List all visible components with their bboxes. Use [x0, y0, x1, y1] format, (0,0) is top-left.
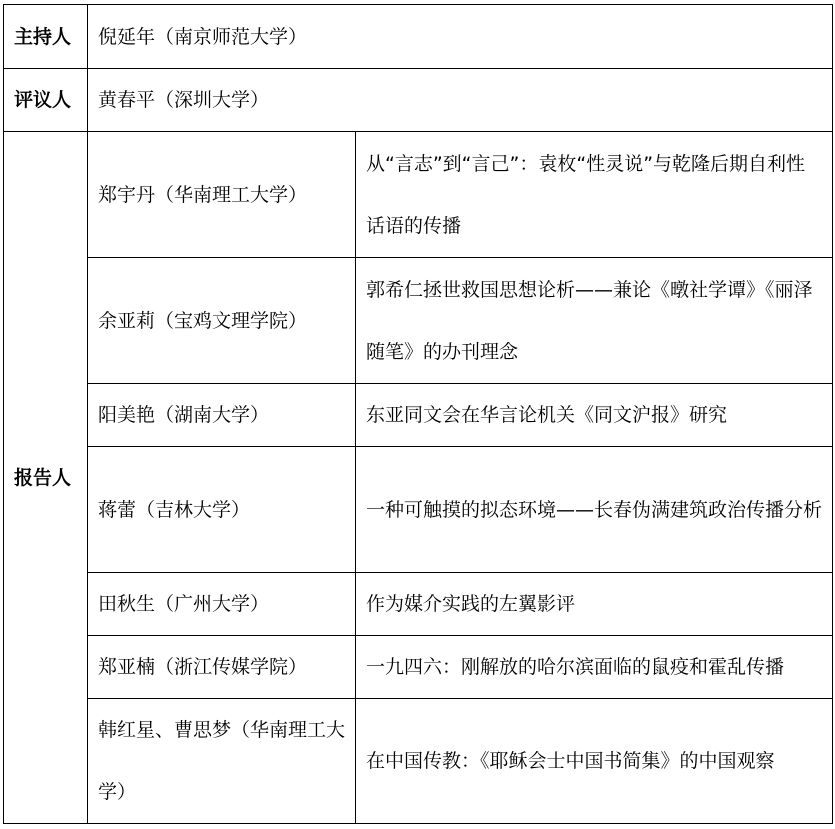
- reporter-row: [4, 573, 833, 636]
- commentator-label: 评议人: [4, 69, 88, 132]
- report-topic: 一九四六：刚解放的哈尔滨面临的鼠疫和霍乱传播: [356, 636, 833, 699]
- host-row: [4, 5, 833, 69]
- host-label: 主持人: [4, 5, 88, 69]
- reporter-name: 田秋生（广州大学）: [88, 573, 356, 636]
- panel-schedule-table: [3, 4, 833, 824]
- reporter-row: [4, 699, 833, 824]
- reporter-row: [4, 258, 833, 384]
- report-topic: 郭希仁拯世救国思想论析——兼论《暾社学谭》《丽泽随笔》的办刊理念: [356, 258, 833, 384]
- reporter-row: [4, 636, 833, 699]
- reporter-name: 蒋蕾（吉林大学）: [88, 447, 356, 573]
- host-name: 倪延年（南京师范大学）: [88, 5, 833, 69]
- report-topic: 从“言志”到“言己”：袁枚“性灵说”与乾隆后期自利性话语的传播: [356, 132, 833, 258]
- report-topic: 一种可触摸的拟态环境——长春伪满建筑政治传播分析: [356, 447, 833, 573]
- reporter-name: 阳美艳（湖南大学）: [88, 384, 356, 447]
- report-topic: 东亚同文会在华言论机关《同文沪报》研究: [356, 384, 833, 447]
- report-topic: 在中国传教：《耶稣会士中国书简集》的中国观察: [356, 699, 833, 824]
- reporter-row: [4, 132, 833, 258]
- reporters-label: 报告人: [4, 132, 88, 824]
- reporter-name: 余亚莉（宝鸡文理学院）: [88, 258, 356, 384]
- reporter-name: 郑宇丹（华南理工大学）: [88, 132, 356, 258]
- reporter-row: [4, 384, 833, 447]
- commentator-row: [4, 69, 833, 132]
- commentator-name: 黄春平（深圳大学）: [88, 69, 833, 132]
- reporter-name: 韩红星、曹思梦（华南理工大学）: [88, 699, 356, 824]
- reporter-name: 郑亚楠（浙江传媒学院）: [88, 636, 356, 699]
- reporter-row: [4, 447, 833, 573]
- report-topic: 作为媒介实践的左翼影评: [356, 573, 833, 636]
